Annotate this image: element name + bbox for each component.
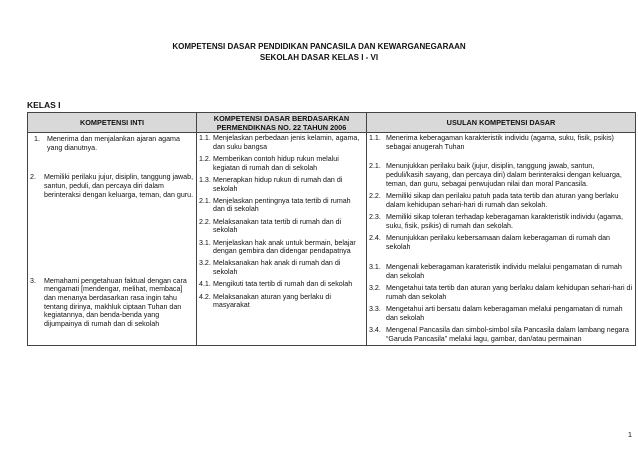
usulan-item [369, 234, 633, 251]
usulan-item-number: 1.1. [369, 134, 381, 142]
header-kd-line-1: KOMPETENSI DASAR BERDASARKAN [213, 113, 350, 123]
kd-item-text: Melaksanakan tata tertib di rumah dan di sekolah [213, 217, 342, 235]
document-title [0, 42, 638, 63]
kd-item [199, 134, 364, 151]
header-usulan: USULAN KOMPETENSI DASAR [367, 113, 636, 133]
kd-item-text: Mengikuti tata tertib di rumah dan di sekolah [213, 280, 353, 289]
title-line-2: SEKOLAH DASAR KELAS I - VI [259, 52, 379, 62]
usulan-item [369, 263, 633, 280]
kd-item-text: Menjelaskan pentingnya tata tertib di rumah dan di sekolah [213, 196, 351, 214]
ki-item-text: Memiliki perilaku jujur, disiplin, tanggung jawab, santun, peduli, dan percaya diri dalam berinteraksi dengan keluarga, teman, dan guru. [44, 173, 194, 199]
usulan-item-text: Menunjukkan perilaku baik (jujur, disiplin, tanggung jawab, santun, peduli/kasih sayang, dan percaya diri) dalam berinteraksi dengan keluarga, teman, dan guru, sebagai perwujudan nilai dan moral Pancasila. [386, 162, 622, 188]
ki-item-number: 3. [30, 276, 36, 285]
usulan-item-text: Mengenal Pancasila dan simbol-simbol sila Pancasila dalam lambang negara “Garuda Pancasila” melalui lagu, gambar, dan/atau permainan [386, 325, 629, 343]
kd-item-number: 3.2. [199, 259, 211, 268]
usulan-item-text: Mengetahui arti bersatu dalam keberagaman melalui pengamatan di rumah dan sekolah [386, 305, 623, 322]
spacer [30, 152, 194, 173]
usulan-item [369, 213, 633, 230]
usulan-item-number: 2.3. [369, 212, 381, 221]
kd-item [199, 293, 364, 310]
usulan-item-text: Mengenali keberagaman karateristik individu melalui pengamatan di rumah dan sekolah [386, 263, 622, 280]
kd-item [199, 176, 364, 193]
kd-item [199, 155, 364, 172]
ki-item-text: Menerima dan menjalankan ajaran agama yang dianutnya. [47, 135, 180, 152]
usulan-item-number: 2.2. [369, 192, 381, 201]
kd-item [199, 259, 364, 276]
kd-item [199, 280, 364, 289]
table-row [28, 133, 636, 346]
ki-item [30, 173, 194, 199]
usulan-item-text: Mengetahui tata tertib dan aturan yang berlaku dalam kehidupan sehari-hari di rumah dan sekolah [386, 284, 633, 301]
usulan-item-text: Menerima keberagaman karakteristik individu (agama, suku, fisik, psikis) sebagai anugerah Tuhan [386, 134, 614, 151]
usulan-item [369, 192, 633, 209]
kd-item-number: 1.2. [199, 154, 211, 163]
header-kompetensi-dasar [197, 113, 367, 133]
usulan-item-number: 3.1. [369, 263, 381, 272]
kd-item-text: Melaksanakan hak anak di rumah dan di sekolah [213, 259, 341, 277]
kd-item-number: 1.3. [199, 175, 211, 184]
page-number: 1 [627, 430, 632, 439]
kd-item-text: Melaksanakan aturan yang berlaku di masyarakat [213, 292, 331, 310]
usulan-item [369, 284, 633, 301]
section-label: KELAS I [27, 100, 61, 110]
usulan-item-number: 2.1. [369, 162, 381, 171]
usulan-item [369, 162, 633, 188]
kd-item [199, 218, 364, 235]
usulan-item-number: 3.2. [369, 284, 381, 293]
usulan-item [369, 134, 633, 151]
ki-item [30, 135, 194, 152]
kd-item-text: Memberikan contoh hidup rukun melalui kegiatan di rumah dan di sekolah [213, 154, 339, 172]
usulan-cell [367, 133, 636, 346]
ki-item-number: 1. [34, 135, 40, 143]
usulan-item-text: Menunjukkan perilaku kebersamaan dalam keberagaman di rumah dan sekolah [386, 233, 610, 251]
kd-item-number: 2.2. [199, 217, 211, 226]
kd-item-text: Menjelaskan perbedaan jenis kelamin, agama, dan suku bangsa [213, 134, 360, 151]
kd-item [199, 239, 364, 256]
header-row [28, 113, 636, 133]
kd-item-number: 4.2. [199, 292, 211, 301]
competency-table [27, 112, 636, 346]
usulan-item-text: Memiliki sikap toleran terhadap keberagaman karakteristik individu (agama, suku, fisik, psikis) di rumah dan sekolah. [386, 212, 623, 230]
kd-item-number: 3.1. [199, 238, 211, 247]
usulan-item-text: Memiliki sikap dan perilaku patuh pada tata tertib dan aturan yang berlaku dalam kehidupan sehari-hari di rumah dan sekolah. [386, 192, 619, 209]
header-kd-line-2: PERMENDIKNAS NO. 22 TAHUN 2006 [216, 122, 347, 132]
usulan-item [369, 326, 633, 343]
kd-item-number: 4.1. [199, 280, 211, 289]
kd-item-number: 2.1. [199, 196, 211, 205]
usulan-item [369, 305, 633, 322]
ki-cell [28, 133, 197, 346]
ki-item [30, 277, 194, 329]
kd-item [199, 197, 364, 214]
ki-item-number: 2. [30, 173, 36, 182]
header-kompetensi-inti: KOMPETENSI INTI [28, 113, 197, 133]
kd-item-number: 1.1. [199, 134, 211, 142]
ki-item-text: Memahami pengetahuan faktual dengan cara mengamati [mendengar, melihat, membaca] dan menanya berdasarkan rasa ingin tahu tentang dirinya, makhluk ciptaan Tuhan dan kegiatannya, dan benda-benda yang dijumpainya di rumah dan di sekolah [44, 276, 187, 329]
spacer [30, 200, 194, 277]
usulan-item-number: 3.3. [369, 305, 381, 314]
kd-cell [197, 133, 367, 346]
usulan-item-number: 3.4. [369, 325, 381, 334]
usulan-item-number: 2.4. [369, 233, 381, 242]
title-line-1: KOMPETENSI DASAR PENDIDIKAN PANCASILA DAN KEWARGANEGARAAN [172, 42, 466, 51]
kd-item-text: Menerapkan hidup rukun di rumah dan di sekolah [213, 175, 343, 193]
kd-item-text: Menjelaskan hak anak untuk bermain, belajar dengan gembira dan didengar pendapatnya [213, 238, 356, 256]
